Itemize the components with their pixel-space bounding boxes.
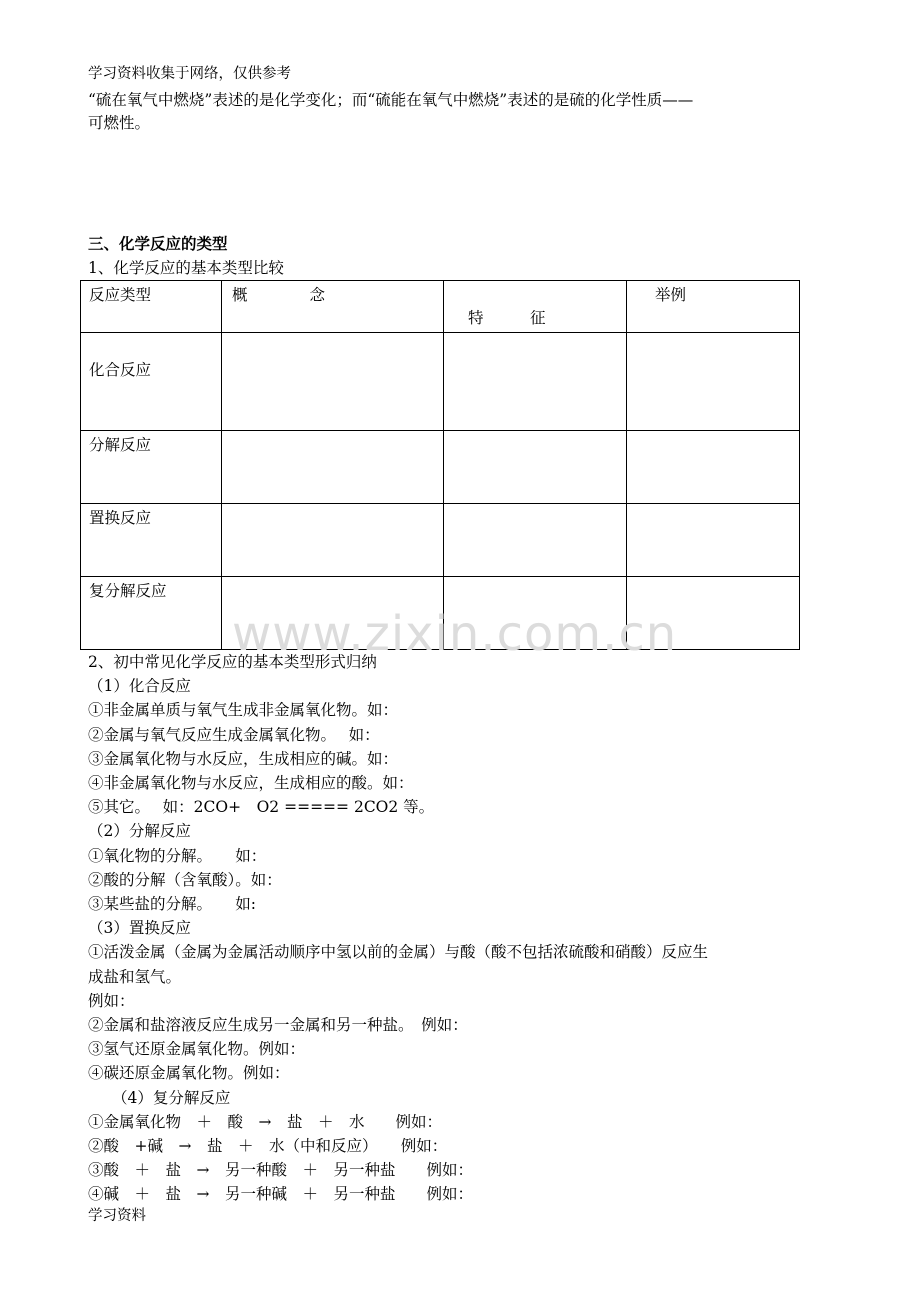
list-item: ③金属氧化物与水反应，生成相应的碱。如： (88, 749, 399, 768)
header-feature: 特 征 (444, 281, 627, 333)
table-cell (222, 504, 444, 577)
list-item: ②金属与氧气反应生成金属氧化物。 如： (88, 725, 380, 744)
intro-line-1: “硫在氧气中燃烧”表述的是化学变化；而“硫能在氧气中燃烧”表述的是硫的化学性质—— (88, 91, 694, 109)
list-item: （1）化合反应 (88, 677, 191, 696)
list-item: ①非金属单质与氧气生成非金属氧化物。如： (88, 701, 399, 720)
list-item: ④碳还原金属氧化物。例如： (88, 1064, 290, 1083)
row-label: 化合反应 (81, 333, 222, 431)
table-cell (444, 504, 627, 577)
page-footer: 学习资料 (88, 1208, 146, 1224)
header-reaction-type: 反应类型 (81, 281, 222, 333)
list-item: ②酸 +碱 → 盐 ＋ 水（中和反应） 例如： (88, 1137, 448, 1156)
list-item: ④非金属氧化物与水反应，生成相应的酸。如： (88, 774, 414, 793)
list-item: （2）分解反应 (88, 822, 191, 841)
table-row (81, 504, 800, 577)
list-item: （3）置换反应 (88, 919, 191, 938)
table-cell (222, 333, 444, 431)
list-item: ②酸的分解（含氧酸）。如： (88, 870, 282, 889)
reaction-forms-list (88, 650, 848, 1207)
section-title: 三、化学反应的类型 (88, 235, 228, 253)
header-example: 举例 (627, 281, 800, 333)
table-cell (444, 431, 627, 504)
list-item: （4）复分解反应 (112, 1088, 231, 1107)
row-label: 分解反应 (81, 431, 222, 504)
list-item: ①金属氧化物 ＋ 酸 → 盐 ＋ 水 例如： (88, 1112, 442, 1131)
watermark: www.zixin.com.cn (232, 606, 678, 662)
table-cell (627, 333, 800, 431)
list-item: ③某些盐的分解。 如: (88, 895, 256, 914)
list-item: ⑤其它。 如：2CO+ O2 ===== 2CO2 等。 (88, 798, 435, 817)
header-concept: 概 念 (222, 281, 444, 333)
intro-line-2: 可燃性。 (88, 114, 151, 132)
table-cell (627, 431, 800, 504)
table-cell (444, 333, 627, 431)
list-item: 例如： (88, 991, 135, 1010)
subsection-title-1: 1、化学反应的基本类型比较 (88, 259, 284, 277)
list-item: ①氧化物的分解。 如： (88, 846, 267, 865)
table-header-row (81, 281, 800, 333)
subsection-title-2: 2、初中常见化学反应的基本类型形式归纳 (88, 653, 377, 671)
list-item: ④碱 ＋ 盐 → 另一种碱 ＋ 另一种盐 例如： (88, 1185, 473, 1204)
list-item: 成盐和氢气。 (88, 967, 182, 986)
reaction-type-table (80, 280, 800, 650)
table-cell (627, 504, 800, 577)
table-cell (222, 431, 444, 504)
list-item: ③酸 ＋ 盐 → 另一种酸 ＋ 另一种盐 例如： (88, 1161, 473, 1180)
row-label: 置换反应 (81, 504, 222, 577)
table-row (81, 431, 800, 504)
list-item: ③氢气还原金属氧化物。例如： (88, 1040, 306, 1059)
list-item: ②金属和盐溶液反应生成另一金属和另一种盐。 例如： (88, 1016, 468, 1035)
table-row (81, 333, 800, 431)
list-item: ①活泼金属（金属为金属活动顺序中氢以前的金属）与酸（酸不包括浓硫酸和硝酸）反应生 (88, 943, 709, 962)
row-label: 复分解反应 (81, 577, 222, 650)
page-header: 学习资料收集于网络，仅供参考 (88, 66, 291, 82)
